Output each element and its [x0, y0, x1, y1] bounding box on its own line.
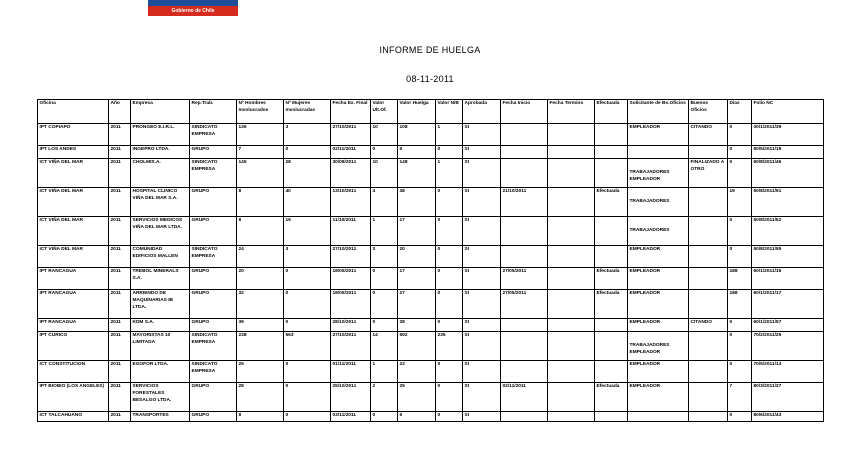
- table-cell: 0: [436, 268, 463, 290]
- table-cell: TRABAJADORES EMPLEADOR: [628, 332, 689, 361]
- column-header: Valor N/B: [436, 100, 463, 124]
- table-cell: GRUPO: [190, 217, 237, 246]
- table-cell: 188: [728, 268, 752, 290]
- table-cell: ICT TALCAHUANO: [38, 412, 109, 422]
- table-cell: GRUPO: [190, 188, 237, 217]
- column-header: Dias: [728, 100, 752, 124]
- table-cell: HOSPITAL CLINICO VIÑA DEL MAR S.A.: [131, 188, 190, 217]
- table-cell: 21/10/2011: [501, 188, 548, 217]
- table-cell: ARRIENDO DE MAQUINARIAS IB LTDA.: [131, 290, 190, 319]
- table-cell: 0: [284, 146, 331, 159]
- table-cell: [595, 361, 628, 383]
- table-cell: SI: [463, 159, 501, 188]
- column-header: Nº Hombres Involucrados: [237, 100, 284, 124]
- table-cell: SI: [463, 319, 501, 332]
- table-cell: 563: [284, 332, 331, 361]
- table-cell: 50/8/2011/51: [752, 188, 824, 217]
- report-title: INFORME DE HUELGA: [379, 45, 481, 55]
- table-cell: SINDICATO EMPRESA: [190, 124, 237, 146]
- table-cell: 0: [284, 361, 331, 383]
- table-cell: 03/11/2011: [331, 412, 371, 422]
- table-cell: SI: [463, 217, 501, 246]
- table-cell: 32: [237, 290, 284, 319]
- column-header: Aprobada: [463, 100, 501, 124]
- table-cell: 1: [436, 159, 463, 188]
- table-cell: [501, 124, 548, 146]
- table-cell: 0: [436, 361, 463, 383]
- table-body: [38, 124, 824, 422]
- table-cell: 148: [398, 159, 436, 188]
- column-header: Año: [109, 100, 131, 124]
- table-cell: 8: [237, 217, 284, 246]
- table-cell: [548, 332, 595, 361]
- table-cell: 27/05/2011: [501, 268, 548, 290]
- table-row: [38, 290, 824, 319]
- table-cell: 19: [284, 217, 331, 246]
- column-header: Fecha Ex. Final: [331, 100, 371, 124]
- table-cell: 0: [284, 319, 331, 332]
- table-cell: SI: [463, 383, 501, 412]
- table-cell: TRABAJADORES: [628, 188, 689, 217]
- table-cell: 0: [436, 383, 463, 412]
- table-row: [38, 383, 824, 412]
- table-cell: CHOLMIS.A.: [131, 159, 190, 188]
- table-cell: 25: [398, 383, 436, 412]
- table-cell: 0: [436, 188, 463, 217]
- table-cell: [689, 412, 728, 422]
- table-cell: 30/08/2011: [331, 159, 371, 188]
- table-cell: 7: [237, 146, 284, 159]
- table-cell: SI: [463, 268, 501, 290]
- table-cell: [595, 217, 628, 246]
- table-cell: [689, 383, 728, 412]
- table-cell: 1: [371, 217, 398, 246]
- table-cell: 17: [398, 268, 436, 290]
- gobierno-logo: [148, 0, 238, 16]
- table-cell: 01/11/2011: [331, 361, 371, 383]
- table-cell: SI: [463, 290, 501, 319]
- table-cell: EMPLEADOR: [628, 246, 689, 268]
- table-cell: 0: [436, 146, 463, 159]
- table-cell: [548, 124, 595, 146]
- table-cell: SINDICATO EMPRESA: [190, 246, 237, 268]
- table-cell: MAYORISTAS 10 LIMITADA: [131, 332, 190, 361]
- table-cell: 2011: [109, 383, 131, 412]
- table-cell: 235: [436, 332, 463, 361]
- table-cell: GRUPO: [190, 383, 237, 412]
- table-row: [38, 124, 824, 146]
- table-cell: 28/10/2011: [331, 319, 371, 332]
- table-cell: 22: [398, 361, 436, 383]
- table-cell: 1: [436, 124, 463, 146]
- table-cell: [689, 332, 728, 361]
- table-cell: 50/8/2011/52: [752, 217, 824, 246]
- table-cell: [548, 290, 595, 319]
- table-cell: [501, 319, 548, 332]
- table-cell: [689, 217, 728, 246]
- column-header: Nº Mujeres Involucradas: [284, 100, 331, 124]
- table-cell: Efectuada: [595, 188, 628, 217]
- table-cell: 8: [237, 412, 284, 422]
- table-cell: 18/05/2011: [331, 268, 371, 290]
- table-cell: IPT RANCAGUA: [38, 290, 109, 319]
- table-cell: [548, 246, 595, 268]
- column-header: Oficina: [38, 100, 109, 124]
- table-cell: GRUPO: [190, 319, 237, 332]
- table-cell: 188: [728, 290, 752, 319]
- table-cell: EMPLEADOR: [628, 361, 689, 383]
- table-cell: Efectuada: [595, 268, 628, 290]
- table-cell: 4: [371, 188, 398, 217]
- table-cell: 14: [371, 332, 398, 361]
- table-cell: 2011: [109, 268, 131, 290]
- table-cell: IPT BIOBIO (LOS ANGELES): [38, 383, 109, 412]
- table-cell: [689, 268, 728, 290]
- table-cell: SI: [463, 332, 501, 361]
- table-cell: 70/2/2011/25: [752, 332, 824, 361]
- table-cell: 0: [371, 319, 398, 332]
- table-cell: 60/1/2011/16: [752, 268, 824, 290]
- table-cell: EMPLEADOR: [628, 268, 689, 290]
- table-cell: COMUNIDAD EDIFICIOS MALLEN: [131, 246, 190, 268]
- table-cell: 108: [398, 124, 436, 146]
- table-cell: 27: [398, 290, 436, 319]
- table-cell: 17: [398, 217, 436, 246]
- table-cell: 02/11/2011: [501, 383, 548, 412]
- table-cell: SINDICATO EMPRESA: [190, 332, 237, 361]
- table-cell: 0: [371, 412, 398, 422]
- table-cell: 2011: [109, 217, 131, 246]
- column-header: Valor Huelga: [398, 100, 436, 124]
- table-cell: 0: [371, 268, 398, 290]
- table-cell: [595, 124, 628, 146]
- table-cell: SI: [463, 124, 501, 146]
- table-cell: 39: [237, 319, 284, 332]
- table-cell: 0: [284, 412, 331, 422]
- table-cell: SI: [463, 412, 501, 422]
- table-cell: INGEPRO LTDA.: [131, 146, 190, 159]
- table-row: [38, 188, 824, 217]
- table-cell: [548, 383, 595, 412]
- table-cell: [501, 246, 548, 268]
- table-cell: 2011: [109, 146, 131, 159]
- table-cell: 20: [237, 268, 284, 290]
- table-cell: [501, 217, 548, 246]
- table-cell: 8: [237, 188, 284, 217]
- table-cell: 27/05/2011: [501, 290, 548, 319]
- table-cell: [548, 159, 595, 188]
- table-cell: IPT CURICO: [38, 332, 109, 361]
- table-cell: 2011: [109, 188, 131, 217]
- table-cell: 3: [284, 246, 331, 268]
- table-cell: 0: [436, 246, 463, 268]
- table-cell: TRABAJADORES: [628, 217, 689, 246]
- table-cell: [548, 268, 595, 290]
- table-cell: CITANDO: [689, 124, 728, 146]
- table-cell: [501, 332, 548, 361]
- table-cell: ICT CONSTITUCION: [38, 361, 109, 383]
- table-cell: IPT RANCAGUA: [38, 319, 109, 332]
- table-cell: 592: [398, 332, 436, 361]
- column-header: Buenos Oficios: [689, 100, 728, 124]
- table-cell: 20: [398, 246, 436, 268]
- table-cell: 1: [371, 361, 398, 383]
- table-cell: 0: [728, 124, 752, 146]
- table-cell: 28: [398, 319, 436, 332]
- table-cell: [501, 146, 548, 159]
- table-cell: [689, 246, 728, 268]
- column-header: Folio NC: [752, 100, 824, 124]
- table-cell: [548, 188, 595, 217]
- table-cell: 0: [436, 319, 463, 332]
- table-row: [38, 361, 824, 383]
- table-cell: KDM S.A.: [131, 319, 190, 332]
- table-cell: PRONGEO E.I.R.L.: [131, 124, 190, 146]
- table-cell: ICT VIÑA DEL MAR: [38, 246, 109, 268]
- column-header: Solicitante de Bs.Oficios: [628, 100, 689, 124]
- column-header: Fecha Inicio: [501, 100, 548, 124]
- table-header-row: [38, 100, 824, 124]
- table-cell: 2: [371, 383, 398, 412]
- table-row: [38, 246, 824, 268]
- table-cell: [595, 332, 628, 361]
- column-header: Empresa: [131, 100, 190, 124]
- table-cell: 2011: [109, 361, 131, 383]
- table-cell: Efectuada: [595, 383, 628, 412]
- table-cell: [689, 290, 728, 319]
- table-cell: [628, 146, 689, 159]
- table-cell: 0: [371, 290, 398, 319]
- table-cell: FINALIZADO A OTRO: [689, 159, 728, 188]
- table-row: [38, 268, 824, 290]
- table-cell: TRABAJADORES EMPLEADOR: [628, 159, 689, 188]
- table-cell: 40: [284, 188, 331, 217]
- table-cell: [595, 319, 628, 332]
- table-cell: 11/10/2011: [331, 217, 371, 246]
- table-cell: 0: [436, 412, 463, 422]
- table-cell: [689, 361, 728, 383]
- table-cell: EMPLEADOR: [628, 319, 689, 332]
- table-cell: ICT VIÑA DEL MAR: [38, 217, 109, 246]
- table-cell: 0: [728, 246, 752, 268]
- table-cell: ICT VIÑA DEL MAR: [38, 188, 109, 217]
- table-cell: 0: [728, 361, 752, 383]
- table-cell: 13/10/2011: [331, 188, 371, 217]
- table-cell: SI: [463, 361, 501, 383]
- table-cell: 27/10/2011: [331, 124, 371, 146]
- table-cell: 2011: [109, 290, 131, 319]
- table-cell: SINDICATO EMPRESA: [190, 361, 237, 383]
- table-cell: IPT COPIAPO: [38, 124, 109, 146]
- table-cell: [595, 159, 628, 188]
- report-date: 08-11-2011: [406, 74, 454, 84]
- table-cell: 2011: [109, 159, 131, 188]
- table-cell: [501, 412, 548, 422]
- table-cell: 139: [237, 124, 284, 146]
- table-cell: 3: [284, 124, 331, 146]
- table-cell: 27/10/2011: [331, 332, 371, 361]
- table-cell: [689, 146, 728, 159]
- table-cell: 0: [371, 146, 398, 159]
- column-header: Valor Ult.Of.: [371, 100, 398, 124]
- table-cell: IPT LOS ANDES: [38, 146, 109, 159]
- table-cell: [548, 361, 595, 383]
- table-row: [38, 146, 824, 159]
- table-cell: [595, 246, 628, 268]
- table-cell: 0: [284, 268, 331, 290]
- table-cell: 5: [398, 146, 436, 159]
- table-cell: 60/1/2011/57: [752, 319, 824, 332]
- column-header: Rep.Trab.: [190, 100, 237, 124]
- table-row: [38, 412, 824, 422]
- table-cell: ICT VIÑA DEL MAR: [38, 159, 109, 188]
- table-row: [38, 159, 824, 188]
- table-cell: [548, 146, 595, 159]
- table-cell: [548, 319, 595, 332]
- table-cell: 25/10/2011: [331, 383, 371, 412]
- table-cell: SI: [463, 188, 501, 217]
- table-cell: 10: [371, 159, 398, 188]
- table-cell: [548, 217, 595, 246]
- table-cell: 60/1/2011/17: [752, 290, 824, 319]
- table-cell: SINDICATO EMPRESA: [190, 159, 237, 188]
- table-cell: 0: [436, 217, 463, 246]
- table-cell: 0: [436, 290, 463, 319]
- table-cell: GRUPO: [190, 412, 237, 422]
- table-cell: EGOFOR LTDA.: [131, 361, 190, 383]
- table-cell: 50/8/2011/55: [752, 246, 824, 268]
- table-cell: 0: [728, 146, 752, 159]
- table-cell: 2011: [109, 412, 131, 422]
- table-cell: SI: [463, 246, 501, 268]
- table-cell: 30/1/2011/39: [752, 124, 824, 146]
- table-cell: 25: [237, 361, 284, 383]
- table-cell: 0: [728, 332, 752, 361]
- table-cell: [689, 188, 728, 217]
- table-cell: 02/11/2011: [331, 146, 371, 159]
- table-cell: 28: [284, 159, 331, 188]
- table-cell: 0: [728, 319, 752, 332]
- table-row: [38, 319, 824, 332]
- table-cell: [595, 412, 628, 422]
- table-cell: 27/10/2011: [331, 246, 371, 268]
- table-cell: EMPLEADOR: [628, 290, 689, 319]
- table-cell: 2011: [109, 124, 131, 146]
- table-row: [38, 217, 824, 246]
- table-cell: TREBOL MINERALS S.A.: [131, 268, 190, 290]
- table-cell: [501, 159, 548, 188]
- table-cell: 238: [237, 332, 284, 361]
- table-cell: 145: [237, 159, 284, 188]
- table-cell: CITANDO: [689, 319, 728, 332]
- table-cell: IPT RANCAGUA: [38, 268, 109, 290]
- table-cell: 10: [371, 124, 398, 146]
- table-cell: GRUPO: [190, 146, 237, 159]
- table-cell: 24: [237, 246, 284, 268]
- logo-text: Gobierno de Chile: [148, 6, 238, 16]
- table-cell: [628, 412, 689, 422]
- table-cell: 80/6/2011/43: [752, 412, 824, 422]
- table-cell: EMPLEADOR: [628, 124, 689, 146]
- table-cell: Efectuada: [595, 290, 628, 319]
- table-cell: 2011: [109, 319, 131, 332]
- table-cell: 50/8/2011/46: [752, 159, 824, 188]
- table-cell: 0: [284, 290, 331, 319]
- column-header: Efectuada: [595, 100, 628, 124]
- column-header: Fecha Termino: [548, 100, 595, 124]
- table-cell: 7: [728, 383, 752, 412]
- table-cell: 2011: [109, 246, 131, 268]
- table-cell: 50/5/2011/19: [752, 146, 824, 159]
- table-cell: SERVICIOS MEDICOS VIÑA DEL MAR LTDA.: [131, 217, 190, 246]
- table-cell: [548, 412, 595, 422]
- table-cell: 38: [398, 188, 436, 217]
- table-cell: SI: [463, 146, 501, 159]
- table-cell: 28: [237, 383, 284, 412]
- table-cell: GRUPO: [190, 290, 237, 319]
- table-cell: 19: [728, 188, 752, 217]
- table-cell: TRANSPORTES: [131, 412, 190, 422]
- table-cell: [501, 361, 548, 383]
- table-cell: SERVICIOS FORESTALES BESALGO LTDA.: [131, 383, 190, 412]
- table-cell: 18/05/2011: [331, 290, 371, 319]
- table-cell: EMPLEADOR: [628, 383, 689, 412]
- table-cell: 3: [371, 246, 398, 268]
- table-cell: 0: [728, 217, 752, 246]
- table-cell: 6: [398, 412, 436, 422]
- table-cell: [595, 146, 628, 159]
- table-cell: 2011: [109, 332, 131, 361]
- table-row: [38, 332, 824, 361]
- table-cell: GRUPO: [190, 268, 237, 290]
- table-cell: 70/5/2011/14: [752, 361, 824, 383]
- table-cell: 0: [728, 159, 752, 188]
- strike-report-table: [37, 99, 824, 422]
- table-cell: 0: [284, 383, 331, 412]
- table-cell: 80/3/2011/37: [752, 383, 824, 412]
- table-cell: 0: [728, 412, 752, 422]
